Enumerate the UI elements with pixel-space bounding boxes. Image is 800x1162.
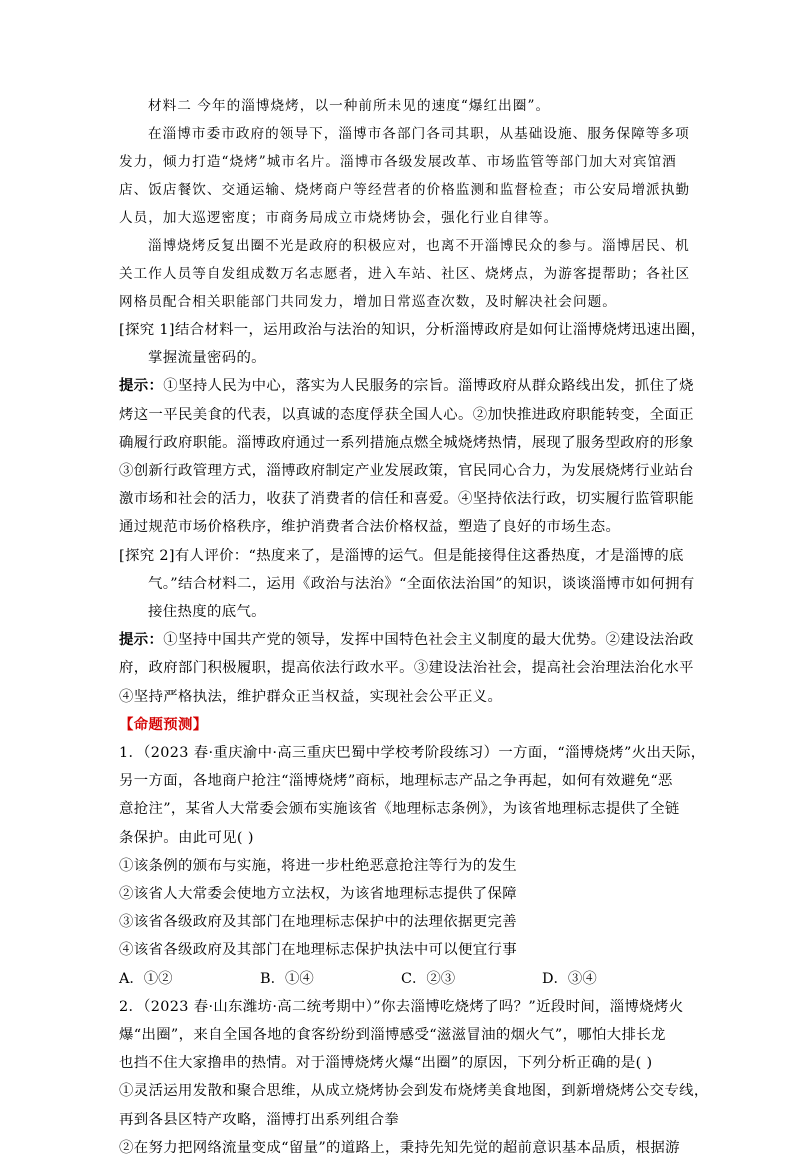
hint1-text: ①坚持人民为中心，落实为人民服务的宗旨。淄博政府从群众路线出发，抓住了烧	[163, 378, 694, 395]
hint1-line: 通过规范市场价格秩序，维护消费者合法价格权益，塑造了良好的市场生态。	[119, 519, 621, 536]
document-page	[119, 92, 709, 1162]
option-c[interactable]: C．②③	[401, 970, 456, 987]
hint1-line: 确履行政府职能。淄博政府通过一系列措施点燃全城烧烤热情，展现了服务型政府的形象	[119, 434, 694, 451]
inquiry2-tag: [探究 2]	[119, 547, 175, 564]
hint2-label: 提示：	[119, 631, 164, 649]
inquiry2-line: 气。”结合材料二，运用《政治与法治》“全面依法治国”的知识，谈谈淄博市如何拥有	[148, 575, 695, 592]
option-d[interactable]: D．③④	[542, 970, 597, 987]
question1-stem-line: 另一方面，各地商户抢注“淄博烧烤”商标，地理标志产品之争再起，如何有效避免“恶	[119, 773, 673, 790]
question1-statement: ④该省各级政府及其部门在地理标志保护执法中可以便宜行事	[119, 942, 517, 959]
hint1-line: ③创新行政管理方式，淄博政府制定产业发展政策，官民同心合力，为发展烧烤行业站台	[119, 463, 694, 480]
question2-stem-line: 2．（2023 春·山东潍坊·高二统考期中）”你去淄博吃烧烤了吗？”近段时间，淄博烧烤火	[119, 998, 684, 1015]
hint2-text: ①坚持中国共产党的领导，发挥中国特色社会主义制度的最大优势。②建设法治政	[163, 632, 694, 649]
question1-stem-line: 意抢注”，某省人大常委会颁布实施该省《地理标志条例》，为该省地理标志提供了全链	[119, 801, 680, 818]
hint2-line: ④坚持严格执法，维护群众正当权益，实现社会公平正义。	[119, 688, 503, 705]
material2-title: 材料二 今年的淄博烧烤，以一种前所未见的速度“爆红出圈”。	[148, 98, 551, 114]
question1-statement: ③该省各级政府及其部门在地理标志保护中的法理依据更完善	[119, 914, 517, 931]
material2-paragraph2-line: 淄博烧烤反复出圈不光是政府的积极应对，也离不开淄博民众的参与。淄博居民、机	[148, 238, 690, 254]
material2-paragraph2-line: 网格员配合相关职能部门共同发力，增加日常巡查次数，及时解决社会问题。	[119, 294, 617, 310]
inquiry1-text: 结合材料一，运用政治与法治的知识，分析淄博政府是如何让淄博烧烤迅速出圈，	[174, 322, 706, 338]
question2-stem-line: 也挡不住大家撸串的热情。对于淄博烧烤火爆“出圈”的原因，下列分析正确的是( )	[119, 1055, 653, 1072]
hint1-answer	[119, 372, 694, 400]
question2-statement: 再到各县区特产攻略，淄博打出系列组合拳	[119, 1111, 400, 1128]
question1-options	[119, 965, 683, 993]
inquiry2-line: 接住热度的底气。	[148, 604, 266, 621]
question2-statement: ②在努力把网络流量变成“留量”的道路上，秉持先知先觉的超前意识基本品质，根据游	[119, 1139, 680, 1156]
material2-paragraph2-line: 关工作人员等自发组成数万名志愿者，进入车站、社区、烧烤点，为游客提帮助；各社区	[119, 266, 691, 282]
inquiry2-text: 有人评价：“热度来了，是淄博的运气。但是能接得住这番热度，才是淄博的底	[174, 547, 684, 564]
material2-paragraph1-line: 在淄博市委市政府的领导下，淄博市各部门各司其职，从基础设施、服务保障等多项	[148, 126, 690, 142]
option-a[interactable]: A．①②	[119, 970, 173, 987]
question2-statement: ①灵活运用发散和聚合思维，从成立烧烤协会到发布烧烤美食地图，到新增烧烤公交专线，	[119, 1083, 709, 1100]
inquiry1-line: 掌握流量密码的。	[148, 350, 266, 367]
section-title: 【命题预测】	[119, 715, 208, 733]
hint1-line: 烤这一平民美食的代表，以真诚的态度俘获全国人心。②加快推进政府职能转变，全面正	[119, 406, 694, 423]
inquiry2-question	[119, 542, 683, 570]
material2-paragraph1-line: 店、饭店餐饮、交通运输、烧烤商户等经营者的价格监测和监督检查；市公安局增派执勤	[119, 182, 691, 198]
inquiry1-tag: [探究 1]	[119, 322, 175, 338]
hint2-answer	[119, 626, 694, 654]
inquiry1-question	[119, 316, 706, 344]
material2-paragraph1-line: 发力，倾力打造“烧烤”城市名片。淄博市各级发展改革、市场监管等部门加大对宾馆酒	[119, 154, 677, 170]
question1-statement: ②该省人大常委会使地方立法权，为该省地理标志提供了保障	[119, 886, 517, 903]
material2-paragraph1-line: 人员，加大巡逻密度；市商务局成立市烧烤协会，强化行业自律等。	[119, 210, 559, 226]
hint2-line: 府，政府部门积极履职，提高依法行政水平。③建设法治社会，提高社会治理法治化水平	[119, 660, 694, 677]
question1-statement: ①该条例的颁布与实施，将进一步杜绝恶意抢注等行为的发生	[119, 857, 517, 874]
question2-stem-line: 爆“出圈”，来自全国各地的食客纷纷到淄博感受“滋滋冒油的烟火气”，哪怕大排长龙	[119, 1027, 666, 1044]
question1-stem-line: 条保护。由此可见( )	[119, 829, 254, 846]
hint1-line: 激市场和社会的活力，收获了消费者的信任和喜爱。④坚持依法行政，切实履行监管职能	[119, 491, 694, 508]
option-b[interactable]: B．①④	[260, 970, 314, 987]
hint1-label: 提示：	[119, 377, 164, 395]
question1-stem-line: 1．（2023 春·重庆渝中·高三重庆巴蜀中学校考阶段练习）一方面，“淄博烧烤”火出天际，	[119, 745, 706, 762]
